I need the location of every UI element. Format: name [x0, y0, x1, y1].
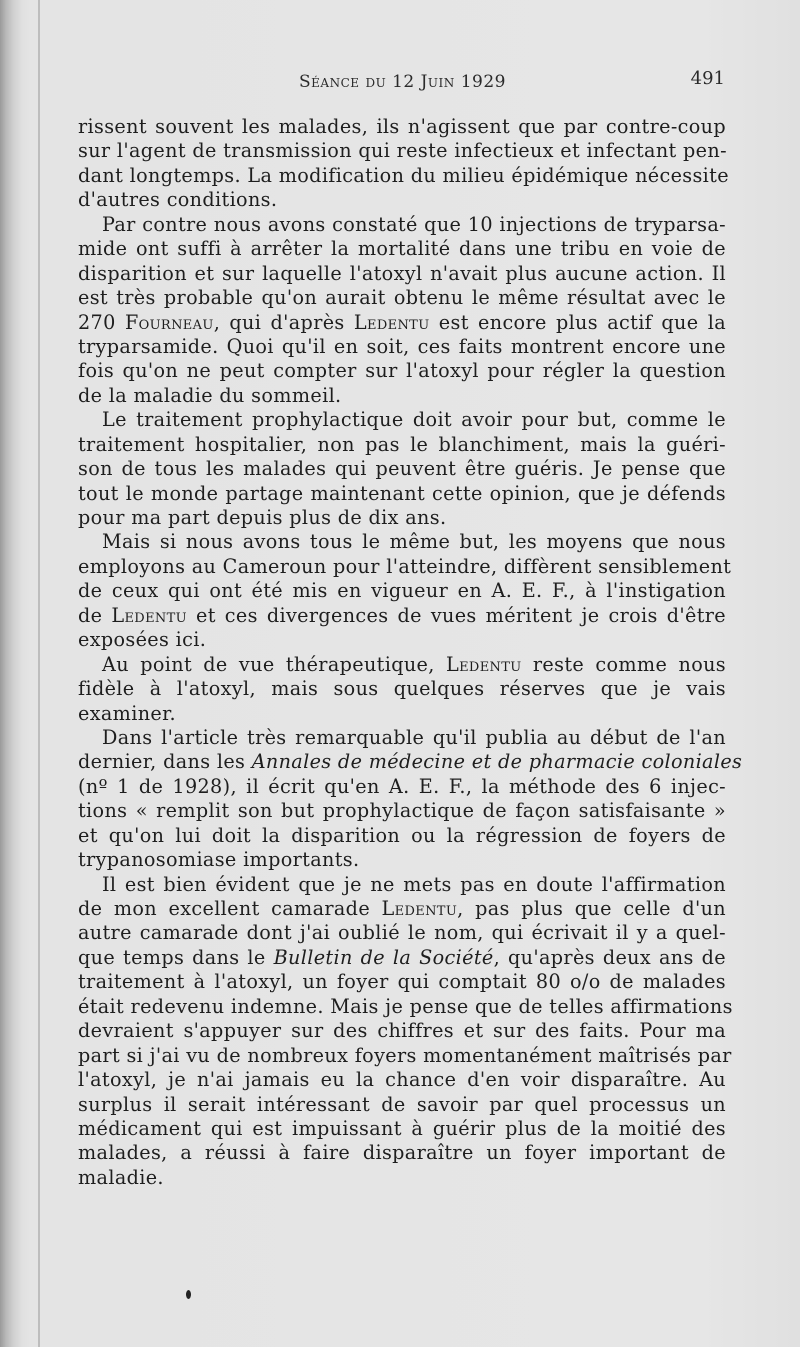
journal-title: Annales de médecine et de pharmacie coloniales [251, 750, 743, 774]
running-header [80, 66, 725, 96]
text-line: fois qu'on ne peut compter sur l'atoxyl pour régler la question [78, 359, 726, 383]
journal-title: Bulletin de la Société [273, 945, 494, 969]
text-line: trypanosomiase importants. [78, 848, 360, 872]
author-name: Ledentu [446, 652, 522, 676]
text-run: Au point de vue thérapeutique, [102, 652, 446, 676]
text-line: fidèle à l'atoxyl, mais sous quelques réserves que je vais [78, 677, 726, 701]
text-line: autre camarade dont j'ai oublié le nom, qui écrivait il y a quel- [78, 921, 726, 945]
text-line: l'atoxyl, je n'ai jamais eu la chance d'en voir disparaître. Au [78, 1068, 726, 1092]
author-name: Fourneau [124, 310, 214, 334]
text-line [78, 653, 726, 677]
author-name: Ledentu [111, 603, 187, 627]
text-line: et qu'on lui doit la disparition ou la régression de foyers de [78, 823, 726, 847]
text-line: Dans l'article très remarquable qu'il publia au début de l'an [102, 725, 726, 749]
text-line: tout le monde partage maintenant cette opinion, que je défends [78, 481, 726, 505]
text-line: maladie. [78, 1165, 164, 1189]
text-line: Par contre nous avons constaté que 10 injections de tryparsa- [102, 212, 726, 236]
author-name: Ledentu [353, 310, 430, 334]
ink-spot [186, 1290, 191, 1299]
text-line: est très probable qu'on aurait obtenu le même résultat avec le [78, 286, 726, 310]
text-line: tions « remplit son but prophylactique de façon satisfaisante » [78, 799, 726, 823]
text-line: médicament qui est impuissant à guérir plus de la moitié des [78, 1116, 726, 1140]
author-name: Ledentu [381, 897, 458, 920]
text-line: mide ont suffi à arrêter la mortalité dans une tribu en voie de [78, 237, 726, 261]
text-run: , qui d'après [213, 310, 354, 334]
text-line: son de tous les malades qui peuvent être guéris. Je pense que [78, 457, 726, 481]
text-line: traitement hospitalier, non pas le blanchiment, mais la guéri- [78, 432, 726, 456]
text-run: , qu'après deux ans de [493, 945, 726, 969]
text-run: 270 [78, 310, 125, 334]
text-line [78, 750, 743, 774]
text-line [78, 897, 726, 921]
text-line: malades, a réussi à faire disparaître un foyer important de [78, 1141, 726, 1165]
body-text [78, 115, 743, 1190]
text-line: tryparsamide. Quoi qu'il en soit, ces faits montrent encore une [78, 334, 726, 358]
text-line: traitement à l'atoxyl, un foyer qui comptait 80 o/o de malades [78, 970, 726, 994]
text-line: surplus il serait intéressant de savoir par quel processus un [78, 1092, 726, 1116]
text-line [78, 311, 726, 335]
text-line: examiner. [78, 701, 176, 725]
text-line: de la maladie du sommeil. [78, 383, 342, 407]
text-line: sur l'agent de transmission qui reste infectieux et infectant pen- [78, 139, 727, 163]
text-run: est encore plus actif que la [429, 310, 726, 334]
text-line: exposées ici. [78, 628, 207, 652]
text-run: de mon excellent camarade [78, 897, 382, 920]
text-run: reste comme nous [521, 652, 726, 676]
page-binding-shadow [0, 0, 22, 1347]
text-run: et ces divergences de vues méritent je crois d'être [186, 603, 726, 627]
text-line: Mais si nous avons tous le même but, les moyens que nous [102, 530, 726, 554]
text-line: pour ma part depuis plus de dix ans. [78, 506, 447, 529]
text-line: de ceux qui ont été mis en vigueur en A. E. F., à l'instigation [78, 579, 726, 603]
text-line [78, 946, 726, 970]
text-run: de [78, 603, 112, 627]
text-line: Il est bien évident que je ne mets pas en doute l'affirmation [102, 872, 726, 896]
text-line: disparition et sur laquelle l'atoxyl n'avait plus aucune action. Il [78, 261, 726, 285]
text-line: dant longtemps. La modification du milieu épidémique nécessite [78, 163, 729, 187]
text-line: rissent souvent les malades, ils n'agissent que par contre-coup [78, 115, 726, 138]
text-run: , pas plus que celle d'un [457, 897, 726, 920]
text-line: devraient s'appuyer sur des chiffres et sur des faits. Pour ma [78, 1019, 726, 1043]
text-line: part si j'ai vu de nombreux foyers momentanément maîtrisés par [78, 1043, 732, 1067]
page-number: 491 [690, 68, 725, 89]
text-line: d'autres conditions. [78, 188, 278, 212]
text-line: (nº 1 de 1928), il écrit qu'en A. E. F., la méthode des 6 injec- [78, 774, 726, 798]
running-title: Séance du 12 Juin 1929 [299, 72, 506, 92]
text-run: que temps dans le [78, 945, 274, 969]
page-fold-line [38, 0, 40, 1347]
text-line: Le traitement prophylactique doit avoir pour but, comme le [102, 408, 726, 432]
text-line: employons au Cameroun pour l'atteindre, diffèrent sensiblement [78, 554, 732, 578]
text-line [78, 604, 726, 628]
text-run: dernier, dans les [78, 750, 252, 774]
text-line: était redevenu indemne. Mais je pense que de telles affirmations [78, 994, 733, 1018]
